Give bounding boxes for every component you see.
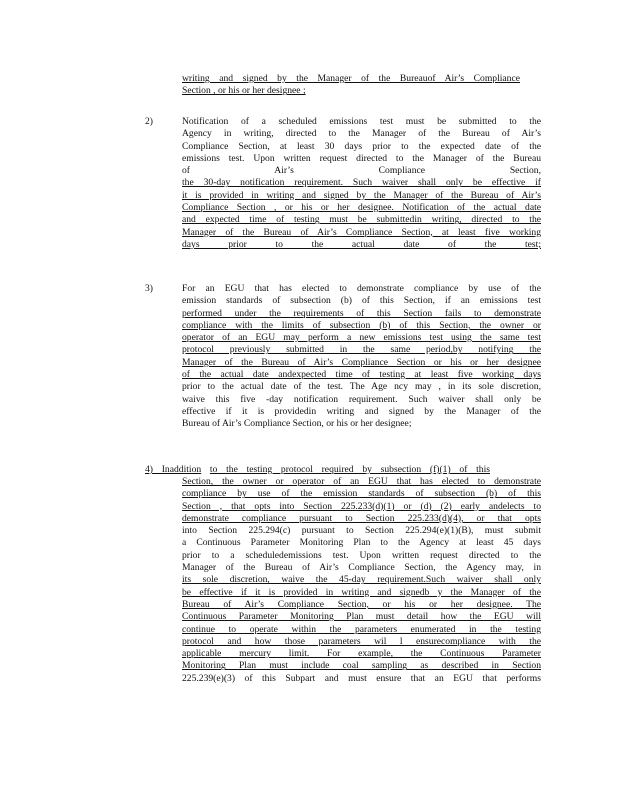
text-line: protocol and how those parameters wil l ensurecompliance with the bbox=[182, 635, 541, 647]
text-line: compliance with the limits of subsection (b) of this Section, the owner or bbox=[182, 319, 541, 331]
item-number: 3) bbox=[145, 283, 153, 294]
text-line: the 30-day notification requirement. Such waiver shall only be effective if bbox=[182, 177, 541, 189]
text-line: 4) Inaddition to the testing protocol required by subsection (f)(1) of this bbox=[145, 464, 490, 475]
item-3-body bbox=[182, 283, 541, 431]
text-line: of the actual date andexpected time of testing at least five working days bbox=[182, 369, 541, 381]
text-line: Section , or his or her designee ; bbox=[182, 85, 306, 97]
text-line: it is provided in writing and signed by the Manager of the Bureau of Air’s bbox=[182, 189, 541, 201]
text-line: applicable mercury limit. For example, the Continuous Parameter bbox=[182, 648, 541, 660]
text-line: days prior to the actual date of the test; bbox=[182, 238, 541, 250]
text-line: Notification of a scheduled emissions test must be submitted to the bbox=[182, 116, 541, 127]
continuation-block bbox=[182, 73, 520, 98]
text-line: prior to a scheduledemissions test. Upon written request directed to the bbox=[182, 549, 541, 561]
text-line: Compliance Section , or his or her designee. Notification of the actual date bbox=[182, 202, 541, 214]
text-line: demonstrate compliance pursuant to Section 225.233(d)(4), or that opts bbox=[182, 512, 541, 524]
text-line: For an EGU that has elected to demonstrate compliance by use of the bbox=[182, 283, 541, 294]
text-line: Compliance Section, at least 30 days prior to the expected date of the bbox=[182, 140, 541, 152]
text-line: Manager of the Bureau of Air’s Compliance Section or his or her designee bbox=[182, 356, 541, 368]
text-line: Monitoring Plan must include coal sampling as described in Section bbox=[182, 660, 541, 672]
text-line: be effective if it is provided in writing and signedb y the Manager of the bbox=[182, 586, 541, 598]
text-line: prior to the actual date of the test. The Age ncy may , in its sole discretion, bbox=[182, 381, 541, 393]
text-line: performed under the requirements of this Section fails to demonstrate bbox=[182, 307, 541, 319]
text-line: emission standards of subsection (b) of this Section, if an emissions test bbox=[182, 295, 541, 307]
text-line: Section, the owner or operator of an EGU that has elected to demonstrate bbox=[182, 476, 541, 487]
text-line: its sole discretion, waive the 45-day requirement.Such waiver shall only bbox=[182, 574, 541, 586]
text-line: protocol previously submitted in the same period,by notifying the bbox=[182, 344, 541, 356]
text-line: compliance by use of the emission standards of subsection (b) of this bbox=[182, 488, 541, 500]
text-line: into Section 225.294(c) pursuant to Section 225.294(e)(1)(B), must submit bbox=[182, 525, 541, 537]
text-line: Bureau of Air’s Compliance Section, or his or her designee. The bbox=[182, 598, 541, 610]
text-line: and expected time of testing must be submittedin writing, directed to the bbox=[182, 214, 541, 226]
text-line: Continuous Parameter Monitoring Plan must detail how the EGU will bbox=[182, 611, 541, 623]
text-line: Section , that opts into Section 225.233(d)(1) or (d) (2) early andelects to bbox=[182, 500, 541, 512]
item-4-continuation bbox=[182, 476, 541, 685]
text-line: operator of an EGU may perform a new emissions test using the same test bbox=[182, 332, 541, 344]
text-line: Bureau of Air’s Compliance Section, or his or her designee; bbox=[182, 418, 412, 430]
text-line: Agency in writing, directed to the Manager of the Bureau of Air’s bbox=[182, 128, 541, 140]
text-line: Manager of the Bureau of Air’s Compliance Section, the Agency may, in bbox=[182, 562, 541, 574]
text-line: Manager of the Bureau of Air’s Compliance Section, at least five working bbox=[182, 226, 541, 238]
item-number: 2) bbox=[145, 116, 153, 127]
text-line: waive this five -day notification requirement. Such waiver shall only be bbox=[182, 393, 541, 405]
item-4-body bbox=[145, 464, 541, 476]
text-line: effective if it is providedin writing and signed by the Manager of the bbox=[182, 405, 541, 417]
item-2-body bbox=[182, 116, 541, 251]
text-line: 225.239(e)(3) of this Subpart and must ensure that an EGU that performs bbox=[182, 672, 541, 684]
text-line: emissions test. Upon written request directed to the Manager of the Bureau bbox=[182, 152, 541, 164]
text-line: of Air’s Compliance Section, bbox=[182, 165, 541, 177]
text-line: a Continuous Parameter Monitoring Plan to the Agency at least 45 days bbox=[182, 537, 541, 549]
text-line: writing and signed by the Manager of the Bureauof Air’s Compliance bbox=[182, 73, 520, 84]
text-line: continue to operate within the parameters enumerated in the testing bbox=[182, 623, 541, 635]
